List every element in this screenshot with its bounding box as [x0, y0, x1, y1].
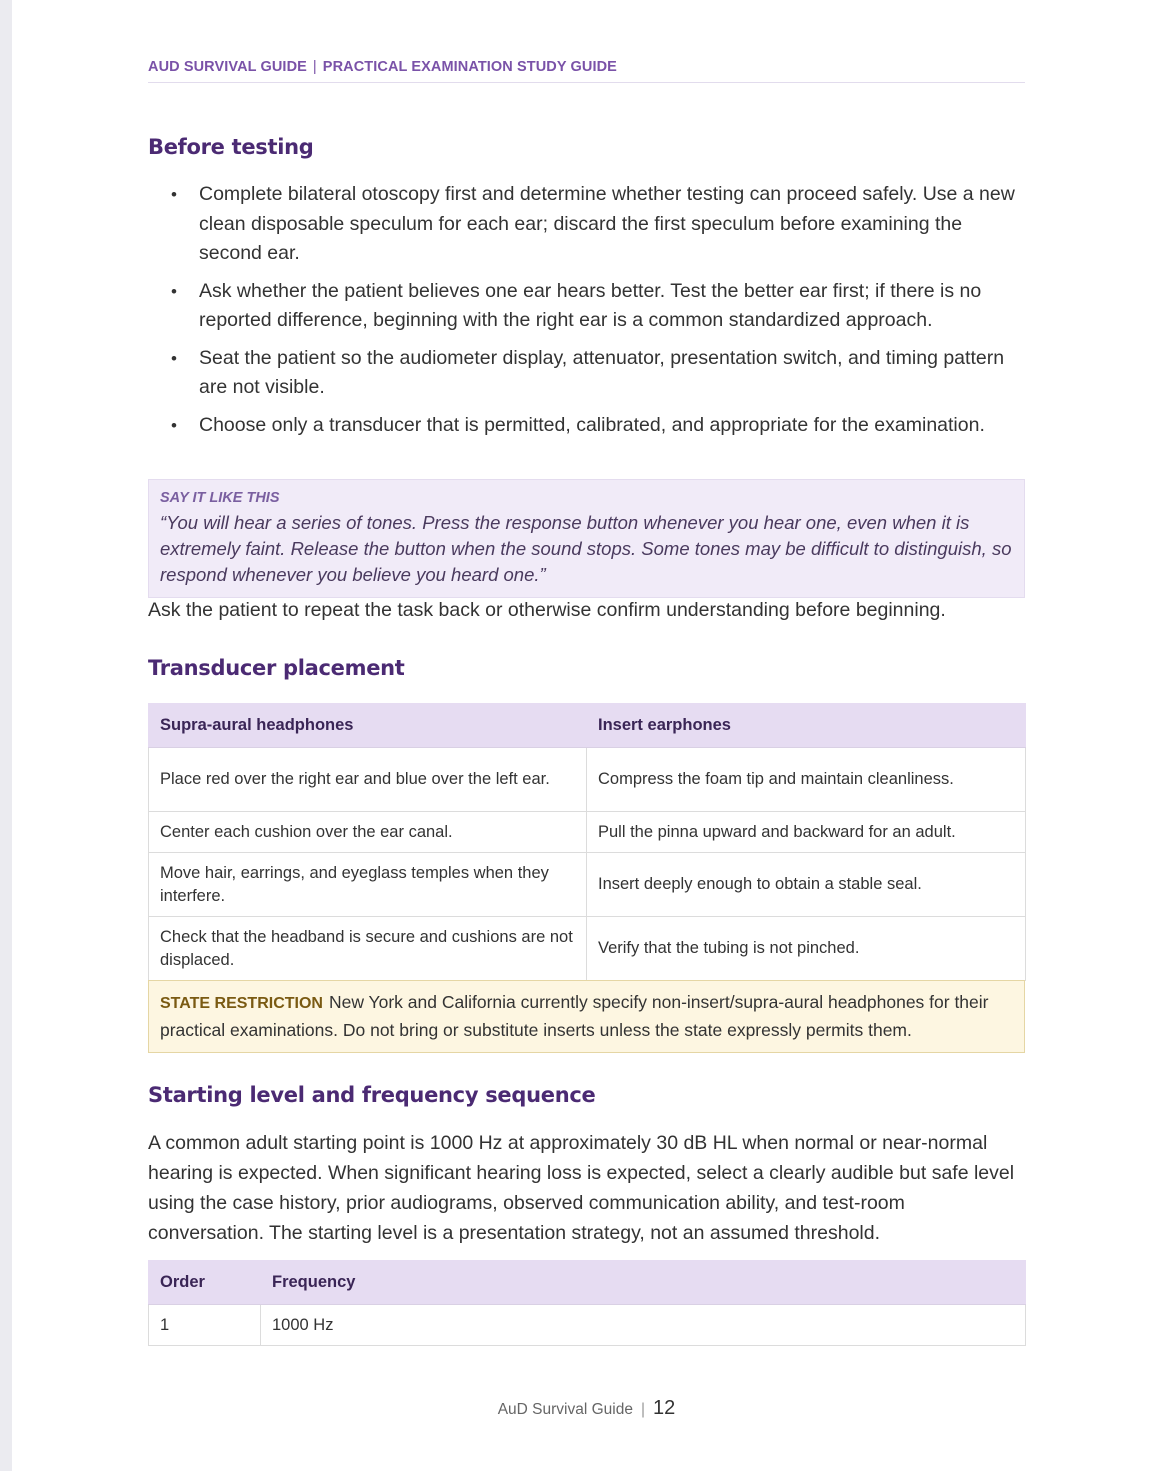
- heading-before-testing: Before testing: [148, 135, 314, 159]
- before-testing-list: [148, 180, 1025, 448]
- table-cell: Check that the headband is secure and cushions are not displaced.: [149, 917, 587, 981]
- table-header-row: [149, 704, 1026, 748]
- transducer-table: [148, 703, 1026, 981]
- table-row: [149, 1305, 1026, 1346]
- confirm-understanding-text: Ask the patient to repeat the task back or otherwise confirm understanding before beginning.: [148, 599, 946, 621]
- heading-transducer-placement: Transducer placement: [148, 656, 405, 680]
- table-header-row: [149, 1261, 1026, 1305]
- list-item: • Complete bilateral otoscopy first and determine whether testing can proceed safely. Use a new clean disposable speculum for each ear; discard the first speculum before examining the second ear.: [148, 180, 1025, 269]
- frequency-sequence-table: [148, 1260, 1026, 1346]
- heading-starting-level: Starting level and frequency sequence: [148, 1083, 596, 1107]
- column-header: Insert earphones: [587, 704, 1026, 748]
- table-cell: Verify that the tubing is not pinched.: [587, 917, 1026, 981]
- page-number: 12: [653, 1397, 676, 1419]
- column-header: Frequency: [261, 1261, 1026, 1305]
- say-it-callout: [148, 479, 1025, 598]
- page-footer: [148, 1397, 1025, 1420]
- table-cell: Pull the pinna upward and backward for an adult.: [587, 812, 1026, 853]
- table-cell: Insert deeply enough to obtain a stable seal.: [587, 853, 1026, 917]
- column-header: Supra-aural headphones: [149, 704, 587, 748]
- callout-label: STATE RESTRICTION: [160, 995, 323, 1012]
- table-cell: Move hair, earrings, and eyeglass temples when they interfere.: [149, 853, 587, 917]
- footer-title: AuD Survival Guide: [497, 1401, 633, 1418]
- table-row: [149, 853, 1026, 917]
- header-guide-title: AUD SURVIVAL GUIDE: [148, 59, 307, 75]
- table-cell: 1: [149, 1305, 261, 1346]
- running-header: [148, 59, 1025, 83]
- table-cell: 1000 Hz: [261, 1305, 1026, 1346]
- header-section-title: PRACTICAL EXAMINATION STUDY GUIDE: [322, 59, 617, 75]
- header-separator: |: [312, 59, 317, 75]
- table-cell: Compress the foam tip and maintain cleanliness.: [587, 748, 1026, 812]
- column-header: Order: [149, 1261, 261, 1305]
- document-page: [12, 0, 1157, 1471]
- list-item: • Ask whether the patient believes one ear hears better. Test the better ear first; if there is no reported difference, beginning with the right ear is a common standardized approach.: [148, 277, 1025, 336]
- callout-text: New York and California currently specify non-insert/supra-aural headphones for their practical examinations. Do not bring or substitute inserts unless the state expressly permits them.: [160, 992, 989, 1040]
- state-restriction-callout: [148, 980, 1025, 1053]
- table-row: [149, 748, 1026, 812]
- list-item: • Seat the patient so the audiometer display, attenuator, presentation switch, and timing pattern are not visible.: [148, 344, 1025, 403]
- footer-separator: |: [640, 1401, 646, 1418]
- callout-quote: “You will hear a series of tones. Press the response button whenever you hear one, even when it is extremely faint. Release the button when the sound stops. Some tones may be difficult to distinguish, so respond whenever you believe you heard one.”: [160, 512, 1012, 585]
- list-item: • Choose only a transducer that is permitted, calibrated, and appropriate for the examination.: [148, 411, 1025, 441]
- starting-level-paragraph: A common adult starting point is 1000 Hz at approximately 30 dB HL when normal or near-normal hearing is expected. When significant hearing loss is expected, select a clearly audible but safe level using the case history, prior audiograms, observed communication ability, and test-room conversation. The starting level is a presentation strategy, not an assumed threshold.: [148, 1132, 1015, 1244]
- table-cell: Center each cushion over the ear canal.: [149, 812, 587, 853]
- table-row: [149, 917, 1026, 981]
- table-row: [149, 812, 1026, 853]
- table-cell: Place red over the right ear and blue over the left ear.: [149, 748, 587, 812]
- callout-label: SAY IT LIKE THIS: [160, 490, 280, 506]
